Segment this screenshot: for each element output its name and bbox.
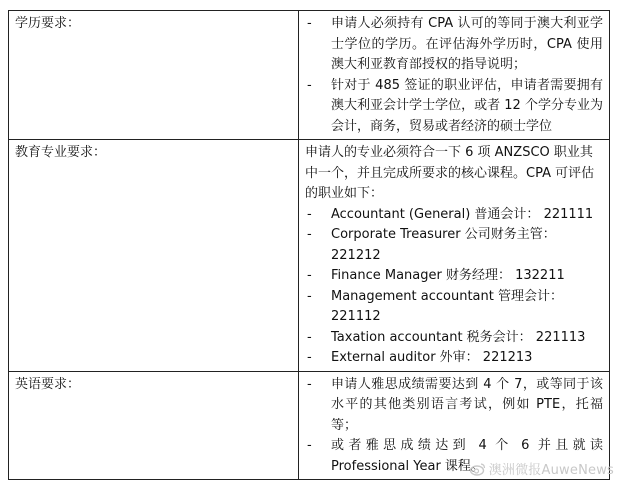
list-item: - Finance Manager 财务经理： 132211	[305, 266, 603, 287]
list-item: - 针对于 485 签证的职业评估，申请者需要拥有澳大利亚会计学士学位，或者 12 个学分专业为会计，商务，贸易或者经济的硕士学位	[305, 76, 603, 138]
content-cell	[299, 140, 610, 372]
list-item: - External auditor 外审： 221213	[305, 348, 603, 369]
list-item: - Taxation accountant 税务会计： 221113	[305, 328, 603, 349]
label-cell: 教育专业要求：	[9, 140, 299, 372]
label-cell: 英语要求：	[9, 371, 299, 480]
list-item: - 申请人雅思成绩需要达到 4 个 7，或等同于该水平的其他类别语言考试，例如 PTE，托福等；	[305, 375, 603, 437]
requirement-list	[305, 14, 603, 137]
intro-text: 申请人的专业必须符合一下 6 项 ANZSCO 职业其中一个，并且完成所要求的核心课程。CPA 可评估的职业如下：	[305, 145, 595, 201]
watermark-text: 澳洲微报AuweNews	[488, 463, 614, 478]
weibo-logo-icon	[470, 462, 486, 476]
table-row-education	[9, 11, 610, 140]
label-cell: 学历要求：	[9, 11, 299, 140]
table-row-major	[9, 140, 610, 372]
occupation-list	[305, 205, 603, 369]
list-item: - Management accountant 管理会计：221112	[305, 287, 603, 328]
list-item: - Corporate Treasurer 公司财务主管：221212	[305, 225, 603, 266]
list-item: - 申请人必须持有 CPA 认可的等同于澳大利亚学士学位的学历。在评估海外学历时，CPA 使用澳大利亚教育部授权的指导说明；	[305, 14, 603, 76]
list-item: - Accountant (General) 普通会计： 221111	[305, 205, 603, 226]
content-cell	[299, 11, 610, 140]
requirements-table	[8, 10, 610, 480]
watermark	[470, 459, 614, 478]
list-item: - 或者雅思成绩达到 4 个 6 并且就读 Professional Year 课程。	[305, 436, 603, 477]
